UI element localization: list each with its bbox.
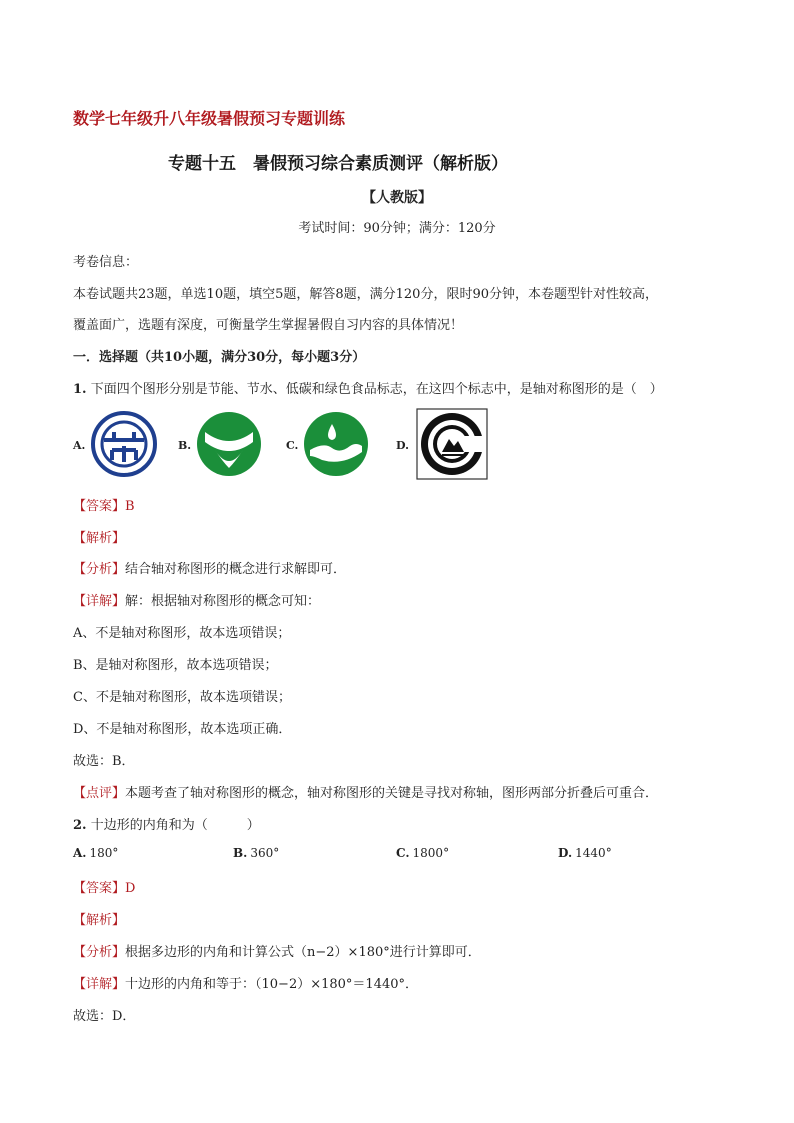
q2-analysis-tag <box>73 909 125 928</box>
answer-tag: 【答案】 <box>73 499 126 514</box>
question-number: 2. <box>73 818 87 833</box>
series-title: 数学七年级升八年级暑假预习专题训练 <box>73 109 346 128</box>
info-line-2: 覆盖面广，选题有深度，可衡量学生掌握暑假自习内容的具体情况！ <box>73 318 464 333</box>
fenxi-tag: 【分析】 <box>73 562 126 577</box>
q2-choice-d: D. 1440° <box>558 846 612 860</box>
option-d-label: D. <box>396 439 409 452</box>
section-heading: 一．选择题（共10小题，满分30分，每小题3分） <box>73 350 366 365</box>
question-2-stem <box>73 814 260 833</box>
green-food-logo-icon <box>195 410 263 478</box>
low-carbon-logo-icon <box>416 408 488 480</box>
energy-saving-logo-icon <box>90 410 158 478</box>
answer-value: B <box>125 499 135 514</box>
answer-tag: 【答案】 <box>73 881 126 896</box>
fenxi-tag: 【分析】 <box>73 945 126 960</box>
answer-value: D <box>125 881 136 896</box>
dianping-text: 本题考查了轴对称图形的概念，轴对称图形的关键是寻找对称轴，图形两部分折叠后可重合． <box>125 786 659 801</box>
q1-fenxi <box>73 558 346 577</box>
page-title: 专题十五 暑假预习综合素质测评（解析版） <box>168 154 508 174</box>
q1-choose: 故选：B． <box>73 754 135 769</box>
q2-xiangjie <box>73 973 418 992</box>
option-c-label: C. <box>286 439 299 452</box>
question-text: 下面四个图形分别是节能、节水、低碳和绿色食品标志，在这四个标志中，是轴对称图形的是（ ） <box>90 382 663 397</box>
q2-choice-a: A. 180° <box>73 846 119 860</box>
edition-label: 【人教版】 <box>362 190 432 206</box>
question-number: 1. <box>73 382 87 397</box>
info-label: 考卷信息： <box>73 255 139 270</box>
xiangjie-tag: 【详解】 <box>73 594 126 609</box>
fenxi-text: 根据多边形的内角和计算公式（n−2）×180°进行计算即可． <box>125 945 481 960</box>
q1-dianping <box>73 782 658 801</box>
info-line-1: 本卷试题共23题，单选10题，填空5题，解答8题，满分120分，限时90分钟，本卷题型针对性较高， <box>73 287 658 302</box>
q1-answer <box>73 495 135 514</box>
xiangjie-text: 解：根据轴对称图形的概念可知： <box>125 594 321 609</box>
analysis-tag: 【解析】 <box>73 913 126 928</box>
q2-choice-b: B. 360° <box>233 846 280 860</box>
q2-answer <box>73 877 135 896</box>
q1-line-a: A、不是轴对称图形，故本选项错误； <box>73 626 291 641</box>
q1-line-d: D、不是轴对称图形，故本选项正确． <box>73 722 292 737</box>
fenxi-text: 结合轴对称图形的概念进行求解即可． <box>125 562 347 577</box>
q2-choice-c: C. 1800° <box>396 846 450 860</box>
question-1-stem <box>73 378 663 397</box>
xiangjie-text: 十边形的内角和等于：（10−2）×180°＝1440°． <box>125 977 419 992</box>
q2-fenxi <box>73 941 481 960</box>
option-a-label: A. <box>73 439 86 452</box>
option-b-label: B. <box>178 439 192 452</box>
question-text: 十边形的内角和为（ ） <box>90 818 260 833</box>
q1-analysis-tag <box>73 527 125 546</box>
water-saving-logo-icon <box>302 410 370 478</box>
dianping-tag: 【点评】 <box>73 786 126 801</box>
q1-xiangjie <box>73 590 320 609</box>
exam-time: 考试时间：90分钟；满分：120分 <box>298 221 496 236</box>
xiangjie-tag: 【详解】 <box>73 977 126 992</box>
q1-line-b: B、是轴对称图形，故本选项错误； <box>73 658 278 673</box>
q2-choose: 故选：D． <box>73 1009 136 1024</box>
analysis-tag: 【解析】 <box>73 531 126 546</box>
q1-line-c: C、不是轴对称图形，故本选项错误； <box>73 690 291 705</box>
